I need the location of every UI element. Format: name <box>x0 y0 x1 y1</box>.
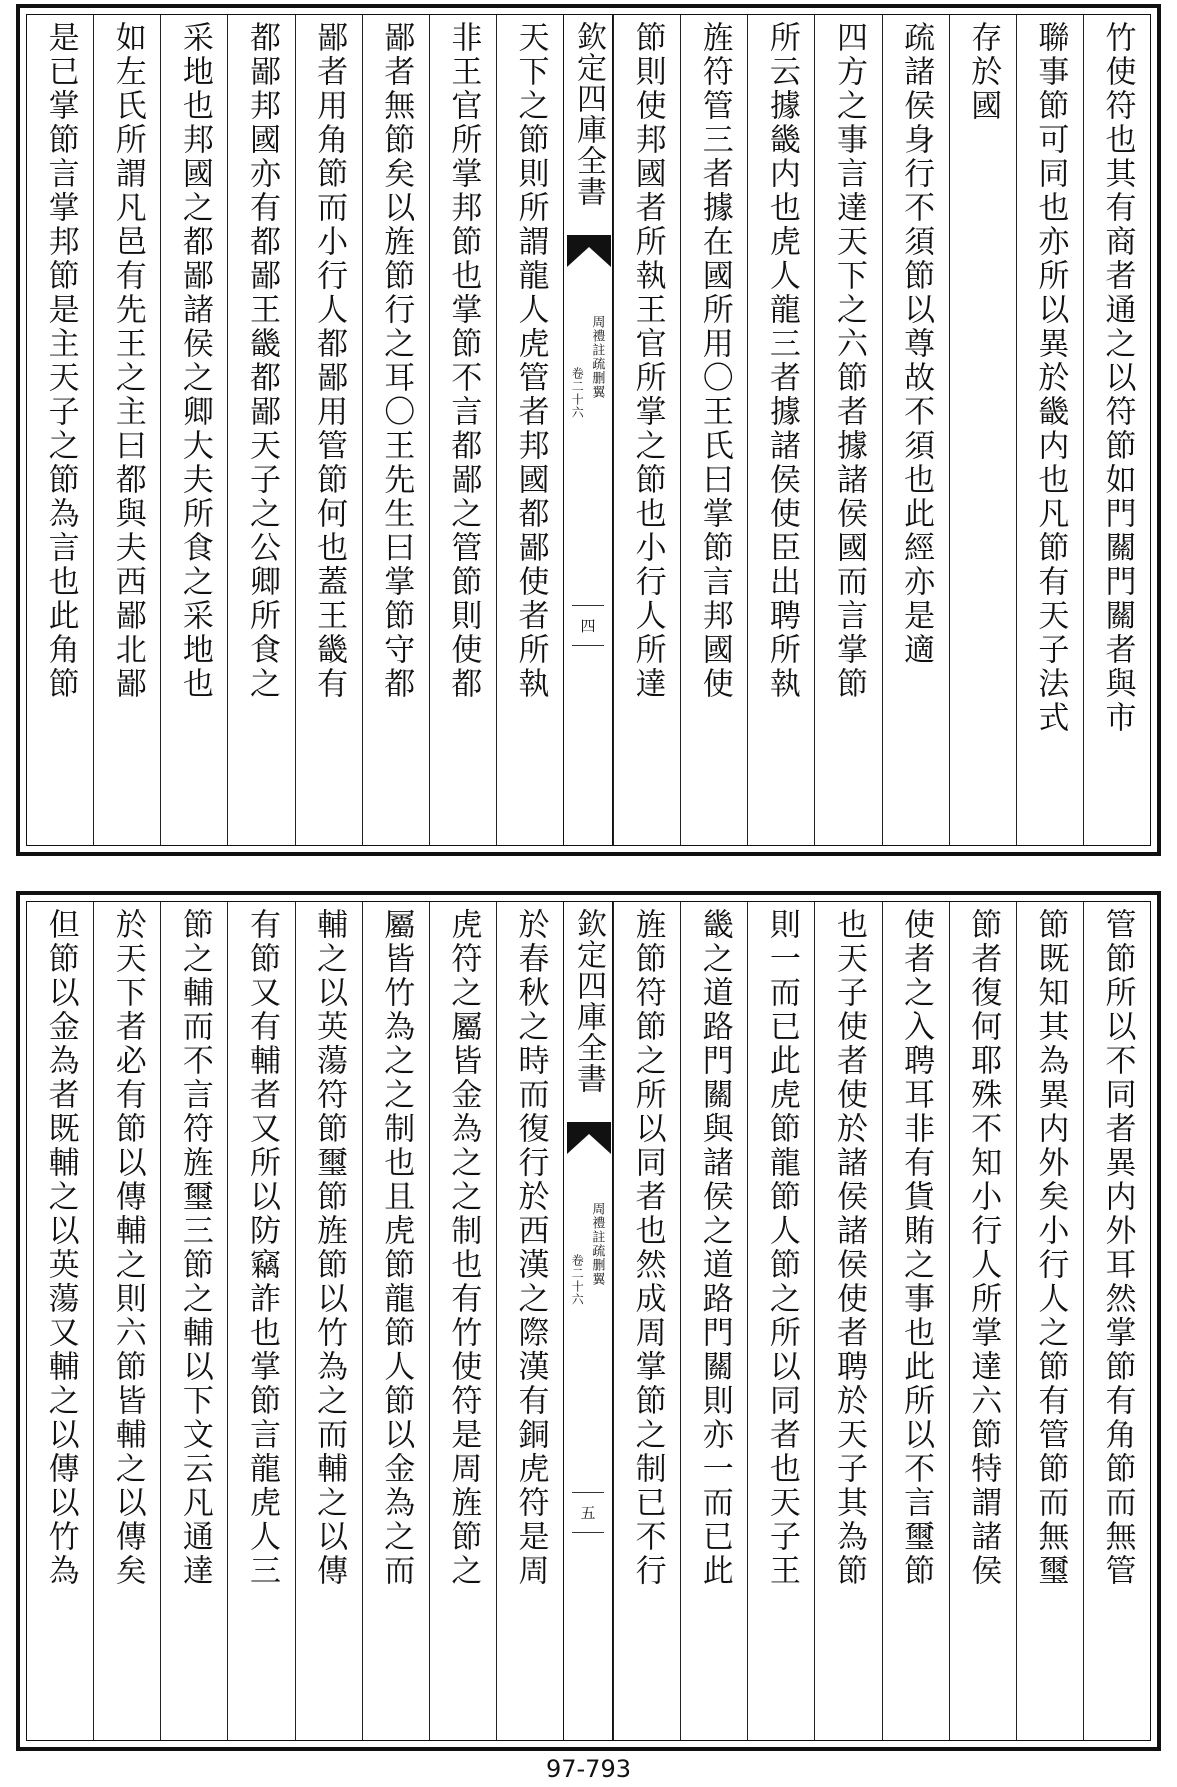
column-text: 畿之道路門關與諸侯之道路門關則亦一而已此 <box>696 908 733 1588</box>
fold-book-name: 周禮註疏删翼 <box>589 315 605 399</box>
column-text: 鄙者用角節而小行人都鄙用管節何也蓋王畿有 <box>311 21 348 701</box>
text-column <box>747 902 814 1740</box>
fold-rule <box>572 1492 604 1493</box>
text-column <box>496 15 563 845</box>
fold-rule <box>572 645 604 646</box>
text-column <box>882 902 949 1740</box>
page-frame <box>26 901 1151 1741</box>
text-column <box>680 902 747 1740</box>
center-fold <box>563 15 613 845</box>
text-column <box>949 15 1016 845</box>
text-column <box>1083 902 1150 1740</box>
text-column <box>362 902 429 1740</box>
text-column <box>680 15 747 845</box>
fold-page-number: 四 <box>580 617 596 635</box>
text-column <box>227 15 294 845</box>
text-column <box>362 15 429 845</box>
column-text: 聯事節可同也亦所以異於畿内也凡節有天子法式 <box>1032 21 1069 735</box>
fold-rule <box>572 605 604 606</box>
text-column <box>814 902 881 1740</box>
text-column <box>814 15 881 845</box>
text-column <box>160 902 227 1740</box>
text-column <box>949 902 1016 1740</box>
text-column <box>160 15 227 845</box>
text-column <box>882 15 949 845</box>
column-text: 非王官所掌邦節也掌節不言都鄙之管節則使都 <box>445 21 482 701</box>
text-column <box>496 902 563 1740</box>
text-column <box>93 15 160 845</box>
column-text: 所云據畿内也虎人龍三者據諸侯使臣出聘所執 <box>763 21 800 701</box>
column-text: 節之輔而不言符旌璽三節之輔以下文云凡通達 <box>176 908 213 1588</box>
text-columns <box>27 902 1150 1740</box>
column-text: 於天下者必有節以傳輔之則六節皆輔之以傳矣 <box>109 908 146 1588</box>
fold-rule <box>572 1532 604 1533</box>
text-columns <box>27 15 1150 845</box>
column-text: 鄙者無節矣以旌節行之耳〇王先生曰掌節守都 <box>378 21 415 701</box>
column-text: 疏諸侯身行不須節以尊故不須也此經亦是適 <box>898 21 935 667</box>
fishtail-mark-icon <box>567 1122 611 1154</box>
column-text: 節者復何耶殊不知小行人所掌達六節特謂諸侯 <box>965 908 1002 1588</box>
text-column <box>429 902 496 1740</box>
column-text: 都鄙邦國亦有都鄙王畿都鄙天子之公卿所食之 <box>243 21 280 701</box>
column-text: 但節以金為者既輔之以英蕩又輔之以傳以竹為 <box>42 908 79 1588</box>
column-text: 存於國 <box>965 21 1002 123</box>
fold-volume: 卷二十六 <box>570 367 585 419</box>
fold-title: 欽定四庫全書 <box>571 21 606 207</box>
column-text: 使者之入聘耳非有貨賄之事也此所以不言璽節 <box>898 908 935 1588</box>
page-footer-number: 97-793 <box>545 1755 631 1783</box>
column-text: 是已掌節言掌邦節是主天子之節為言也此角節 <box>42 21 79 701</box>
text-column <box>227 902 294 1740</box>
fold-volume: 卷二十六 <box>570 1254 585 1306</box>
fold-book-name: 周禮註疏删翼 <box>589 1202 605 1286</box>
text-column <box>1083 15 1150 845</box>
text-column <box>27 902 93 1740</box>
column-text: 節既知其為異内外矣小行人之節有管節而無璽 <box>1032 908 1069 1588</box>
column-text: 屬皆竹為之之制也且虎節龍節人節以金為之而 <box>378 908 415 1588</box>
column-text: 旌符管三者據在國所用〇王氏曰掌節言邦國使 <box>696 21 733 701</box>
column-text: 天下之節則所謂龍人虎管者邦國都鄙使者所執 <box>512 21 549 701</box>
column-text: 四方之事言達天下之六節者據諸侯國而言掌節 <box>830 21 867 701</box>
column-text: 采地也邦國之都鄙諸侯之卿大夫所食之采地也 <box>176 21 213 701</box>
text-column <box>1016 15 1083 845</box>
fold-page-number: 五 <box>580 1504 596 1522</box>
text-column <box>295 15 362 845</box>
center-fold <box>563 902 613 1740</box>
column-text: 節則使邦國者所執王官所掌之節也小行人所達 <box>629 21 666 701</box>
text-column <box>93 902 160 1740</box>
text-column <box>295 902 362 1740</box>
page-panel-lower <box>16 891 1161 1751</box>
column-text: 虎符之屬皆金為之之制也有竹使符是周旌節之 <box>445 908 482 1588</box>
column-text: 竹使符也其有商者通之以符節如門關門關者與市 <box>1099 21 1136 735</box>
column-text: 管節所以不同者異内外耳然掌節有角節而無管 <box>1099 908 1136 1588</box>
text-column <box>747 15 814 845</box>
column-text: 有節又有輔者又所以防竊詐也掌節言龍虎人三 <box>243 908 280 1588</box>
column-text: 旌節符節之所以同者也然成周掌節之制已不行 <box>629 908 666 1588</box>
text-column <box>613 15 680 845</box>
text-column <box>27 15 93 845</box>
fishtail-mark-icon <box>567 235 611 267</box>
fold-title: 欽定四庫全書 <box>571 908 606 1094</box>
column-text: 於春秋之時而復行於西漢之際漢有銅虎符是周 <box>512 908 549 1588</box>
column-text: 如左氏所謂凡邑有先王之主曰都與夫西鄙北鄙 <box>109 21 146 701</box>
text-column <box>429 15 496 845</box>
page-frame <box>26 14 1151 846</box>
text-column <box>613 902 680 1740</box>
column-text: 也天子使者使於諸侯諸侯使者聘於天子其為節 <box>830 908 867 1588</box>
text-column <box>1016 902 1083 1740</box>
column-text: 則一而已此虎節龍節人節之所以同者也天子王 <box>763 908 800 1588</box>
column-text: 輔之以英蕩符節璽節旌節以竹為之而輔之以傳 <box>311 908 348 1588</box>
page-panel-upper <box>16 4 1161 856</box>
